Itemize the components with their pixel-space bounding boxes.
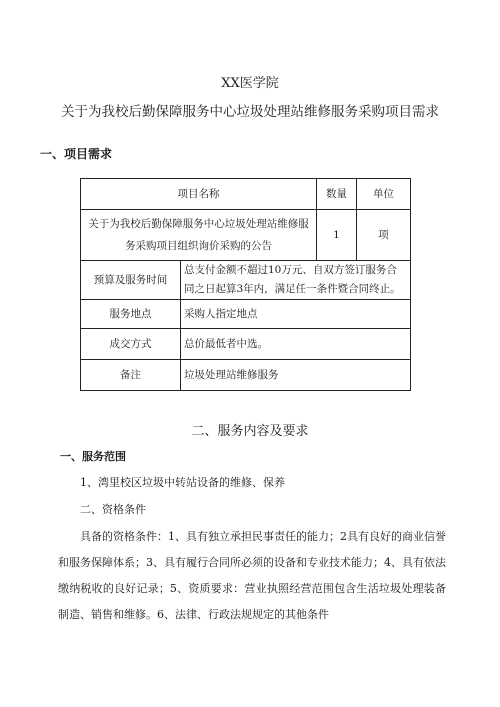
unit-cell: 项 bbox=[357, 210, 411, 261]
budget-label: 预算及服务时间 bbox=[81, 261, 181, 300]
school-name: XX医学院 bbox=[221, 76, 279, 91]
section-heading-requirements: 一、项目需求 bbox=[40, 147, 113, 161]
table-row-location bbox=[81, 300, 411, 329]
remarks-value: 垃圾处理站维修服务 bbox=[181, 360, 411, 391]
location-value: 采购人指定地点 bbox=[181, 300, 411, 329]
table-row-budget bbox=[81, 261, 411, 300]
table-row-project bbox=[81, 210, 411, 261]
method-value: 总价最低者中选。 bbox=[181, 329, 411, 360]
method-label: 成交方式 bbox=[81, 329, 181, 360]
table-row-method bbox=[81, 329, 411, 360]
quantity-cell: 1 bbox=[317, 210, 357, 261]
header-project-name: 项目名称 bbox=[81, 179, 317, 210]
project-name-cell: 关于为我校后勤保障服务中心垃圾处理站维修服务采购项目组织询价采购的公告 bbox=[81, 210, 317, 261]
scope-item: 1、湾里校区垃圾中转站设备的维修、保养 bbox=[80, 476, 285, 489]
subheading-scope: 一、服务范围 bbox=[60, 450, 126, 463]
qualifications-paragraph: 具备的资格条件：1、具有独立承担民事责任的能力；2具有良好的商业信誉和服务保障体系；3、具有履行合同所必须的设备和专业技术能力；4、具有依法缴纳税收的良好记录；5、资质要求：营业执照经营范围包含生活垃圾处理装备制造、销售和维修。6、法律、行政法规规定的其他条件 bbox=[58, 530, 446, 621]
document-title: 关于为我校后勤保障服务中心垃圾处理站维修服务采购项目需求 bbox=[61, 104, 439, 120]
requirements-table bbox=[80, 178, 411, 391]
header-quantity: 数量 bbox=[317, 179, 357, 210]
header-unit: 单位 bbox=[357, 179, 411, 210]
table-row-remarks bbox=[81, 360, 411, 391]
section-heading-service: 二、服务内容及要求 bbox=[191, 424, 309, 439]
budget-value: 总支付金额不超过10万元、自双方签订服务合同之日起算3年内，满足任一条件暨合同终止。 bbox=[181, 261, 411, 300]
table-header-row bbox=[81, 179, 411, 210]
subheading-qualifications: 二、资格条件 bbox=[80, 503, 146, 516]
remarks-label: 备注 bbox=[81, 360, 181, 391]
location-label: 服务地点 bbox=[81, 300, 181, 329]
